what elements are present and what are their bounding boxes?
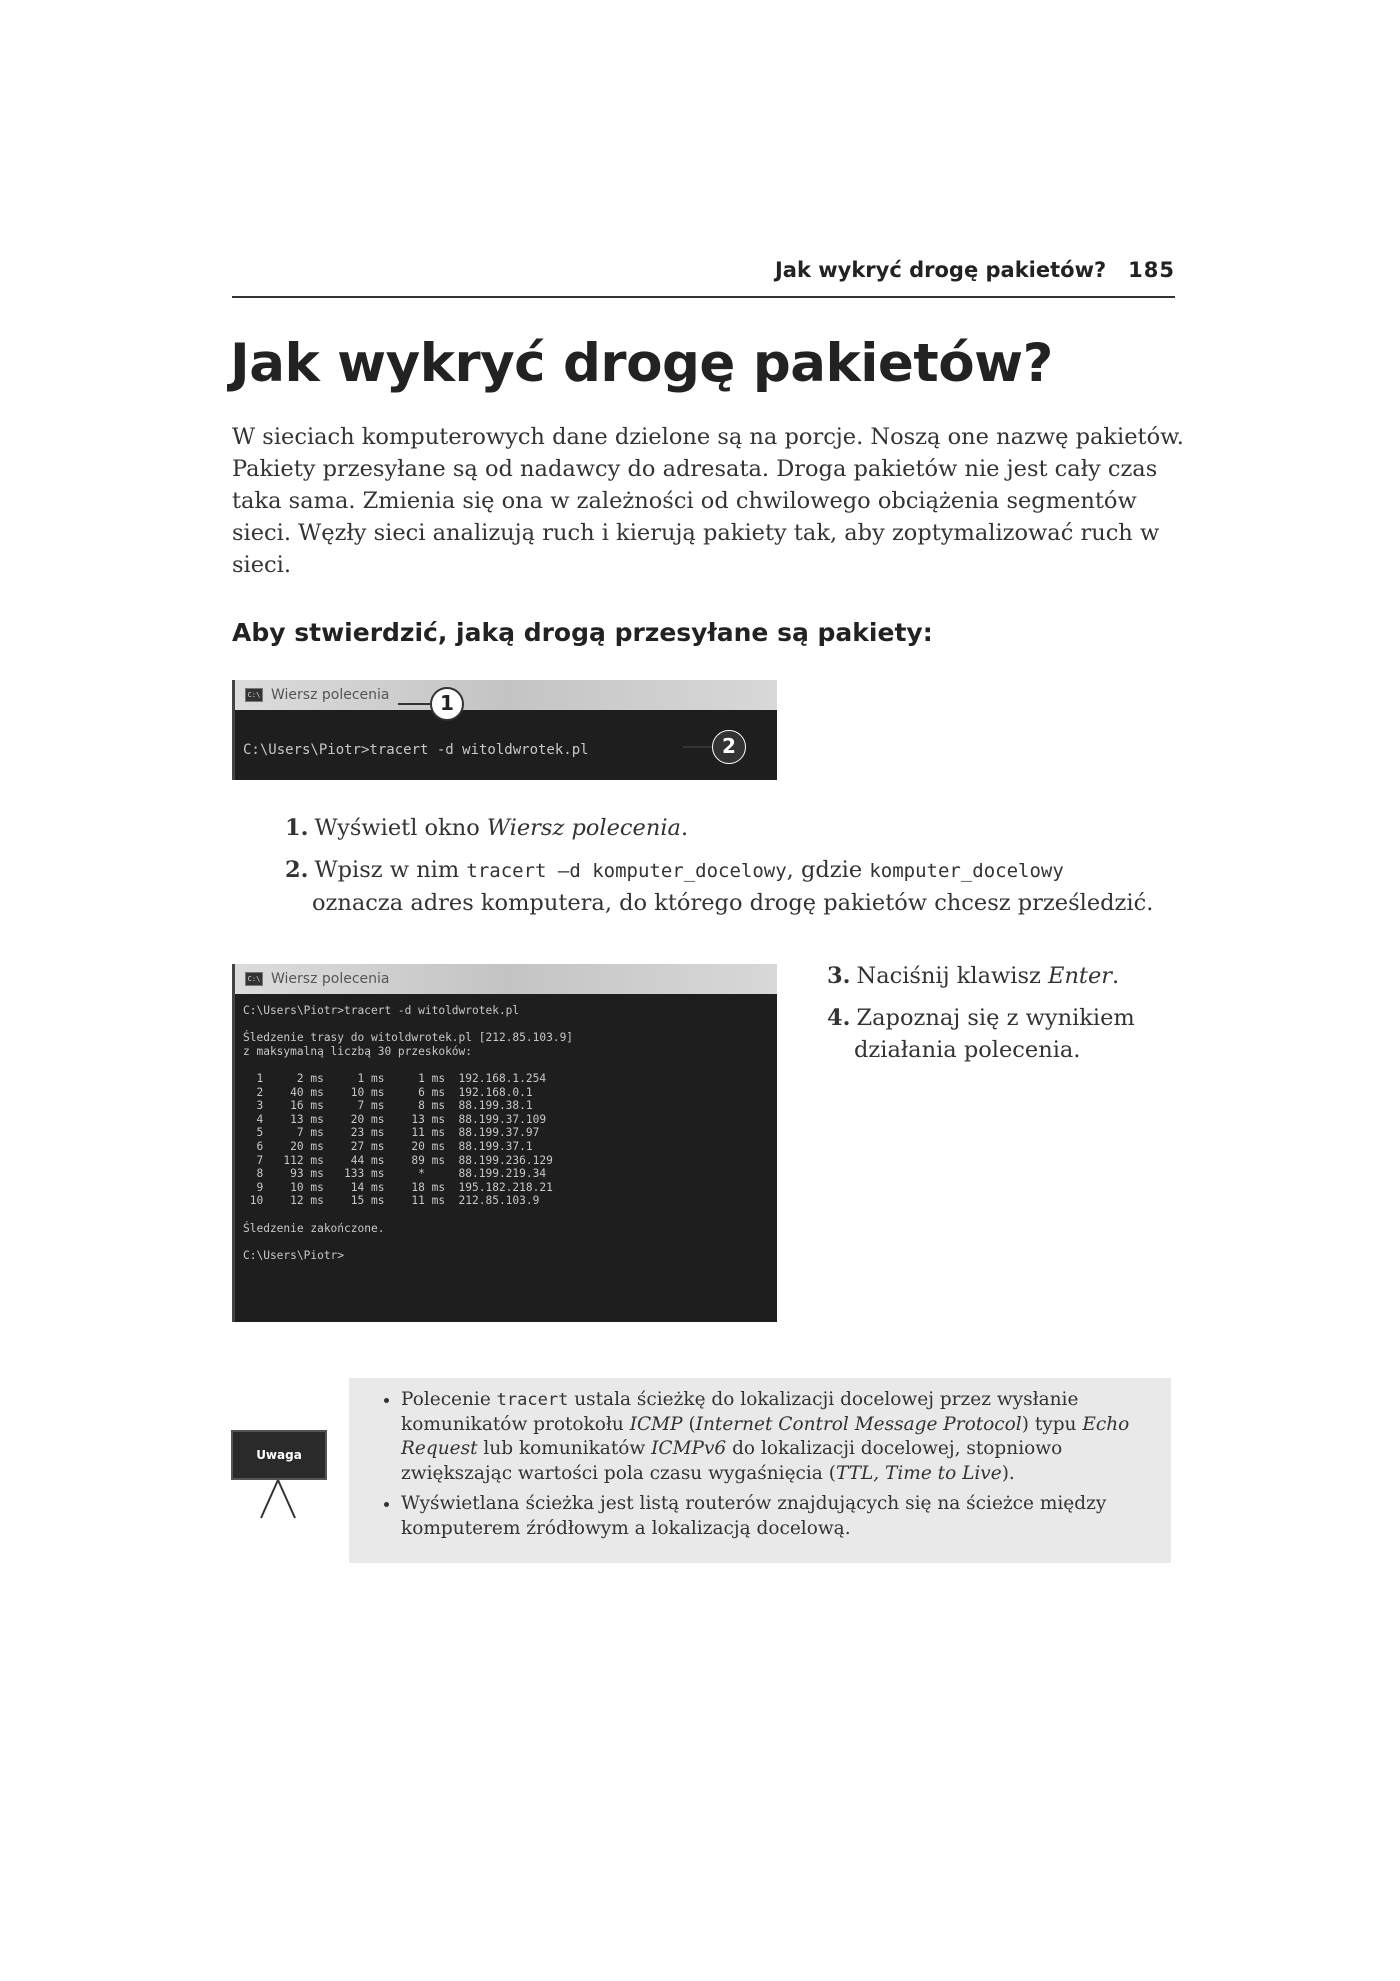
step-number: 4.: [827, 1005, 851, 1031]
window-title: Wiersz polecenia: [271, 971, 390, 987]
callout-1-line: [398, 703, 432, 705]
callout-2: 2: [712, 730, 746, 764]
step-4: [827, 1002, 1157, 1066]
step-code-2: komputer_docelowy: [869, 860, 1064, 882]
note-text: ustala ścieżkę do lokalizacji docelowej przez wysłanie komunikatów protokołu: [401, 1389, 1079, 1435]
callout-2-line: [683, 746, 713, 748]
step-text-mid: , gdzie: [786, 857, 870, 883]
note-italic: ICMPv6: [651, 1438, 727, 1459]
command-line: C:\Users\Piotr>tracert -d witoldwrotek.pl: [243, 742, 589, 758]
steps-list: [285, 812, 1165, 929]
note-bullet-2: • Wyświetlana ścieżka jest listą routerów znajdujących się na ścieżce między komputerem źródłowym a lokalizacją docelową.: [401, 1492, 1137, 1541]
step-3: [827, 960, 1157, 992]
note-icon: [231, 1430, 327, 1520]
step-text-end: oznacza adres komputera, do którego drogę pakietów chcesz prześledzić.: [312, 890, 1154, 916]
step-text: Wyświetl okno: [314, 815, 487, 841]
running-head-title: Jak wykryć drogę pakietów?: [774, 258, 1107, 282]
step-text: Naciśnij klawisz: [856, 963, 1049, 989]
cmd-icon: C:\: [245, 688, 263, 702]
note-text: (: [682, 1413, 696, 1435]
step-text-end: .: [680, 815, 689, 841]
window-titlebar: [235, 964, 777, 994]
command-prompt-screenshot-1: [232, 680, 777, 780]
page-title: Jak wykryć drogę pakietów?: [230, 333, 1053, 394]
note-list: [349, 1378, 1171, 1541]
note-text: ) typu: [1021, 1413, 1083, 1435]
easel-legs-icon: [231, 1430, 327, 1520]
step-number: 2.: [285, 857, 309, 883]
note-italic: ICMP: [629, 1413, 683, 1435]
note-bullet-1: [401, 1388, 1137, 1486]
window-title: Wiersz polecenia: [271, 687, 390, 703]
command-prompt-screenshot-2: [232, 964, 777, 1322]
page-number: 185: [1128, 258, 1175, 282]
intro-paragraph: W sieciach komputerowych dane dzielone są na porcje. Noszą one nazwę pakietów. Pakiety przesyłane są od nadawcy do adresata. Droga pakietów nie jest cały czas taka sama. Zmienia się ona w zależności od chwilowego obciążenia segmentów sieci. Węzły sieci analizują ruch i kierują pakiety tak, aby zoptymalizować ruch w sieci.: [232, 424, 1184, 578]
note-text: do lokalizacji docelowej, stopniowo zwiększając wartości pola czasu wygaśnięcia (: [401, 1438, 1063, 1484]
step-code: tracert –d komputer_docelowy: [466, 860, 787, 882]
step-italic: Enter: [1048, 963, 1113, 989]
side-steps-list: [827, 960, 1157, 1076]
note-text: Polecenie: [401, 1389, 497, 1410]
note-code: tracert: [496, 1390, 569, 1410]
cmd-icon: C:\: [245, 972, 263, 986]
callout-1: 1: [430, 687, 464, 721]
step-text-cont: działania polecenia.: [854, 1037, 1081, 1063]
note-italic: Internet Control Message Protocol: [695, 1413, 1022, 1435]
step-text: Wpisz w nim: [314, 857, 467, 883]
note-italic: TTL, Time to Live: [835, 1462, 1002, 1484]
note-text: ).: [1001, 1462, 1015, 1484]
console-output: C:\Users\Piotr>tracert -d witoldwrotek.pl Śledzenie trasy do witoldwrotek.pl [212.85.103.9] z maksymalną liczbą 30 przeskoków: 1 2 ms 1 ms 1 ms 192.168.1.254 2 40 ms 10 ms 6 ms 192.168.0.1 3 16 ms 7 ms 8 ms 88.199.38.1 4 13 ms 20 ms 13 ms 88.199.37.109 5 7 ms 23 ms 11 ms 88.199.37.97 6 20 ms 27 ms 20 ms 88.199.37.1 7 112 ms 44 ms 89 ms 88.199.236.129 8 93 ms 133 ms * 88.199.219.34 9 10 ms 14 ms 18 ms 195.182.218.21 10 12 ms 15 ms 11 ms 212.85.103.9 Śledzenie zakończone. C:\Users\Piotr>: [243, 1004, 574, 1262]
step-number: 1.: [285, 815, 309, 841]
window-titlebar: [235, 680, 777, 710]
step-italic: Wiersz polecenia: [486, 815, 681, 841]
step-number: 3.: [827, 963, 851, 989]
running-head: [232, 258, 1175, 298]
section-subheading: Aby stwierdzić, jaką drogą przesyłane są pakiety:: [232, 618, 933, 647]
note-text: lub komunikatów: [477, 1438, 652, 1459]
step-1: [285, 812, 1165, 844]
step-2: [285, 854, 1165, 919]
note-italic: Echo Request: [401, 1413, 1130, 1459]
note-board-icon: Uwaga: [231, 1430, 327, 1480]
step-text-end: .: [1112, 963, 1120, 989]
note-box: [349, 1378, 1171, 1563]
step-text: Zapoznaj się z wynikiem: [856, 1005, 1135, 1031]
